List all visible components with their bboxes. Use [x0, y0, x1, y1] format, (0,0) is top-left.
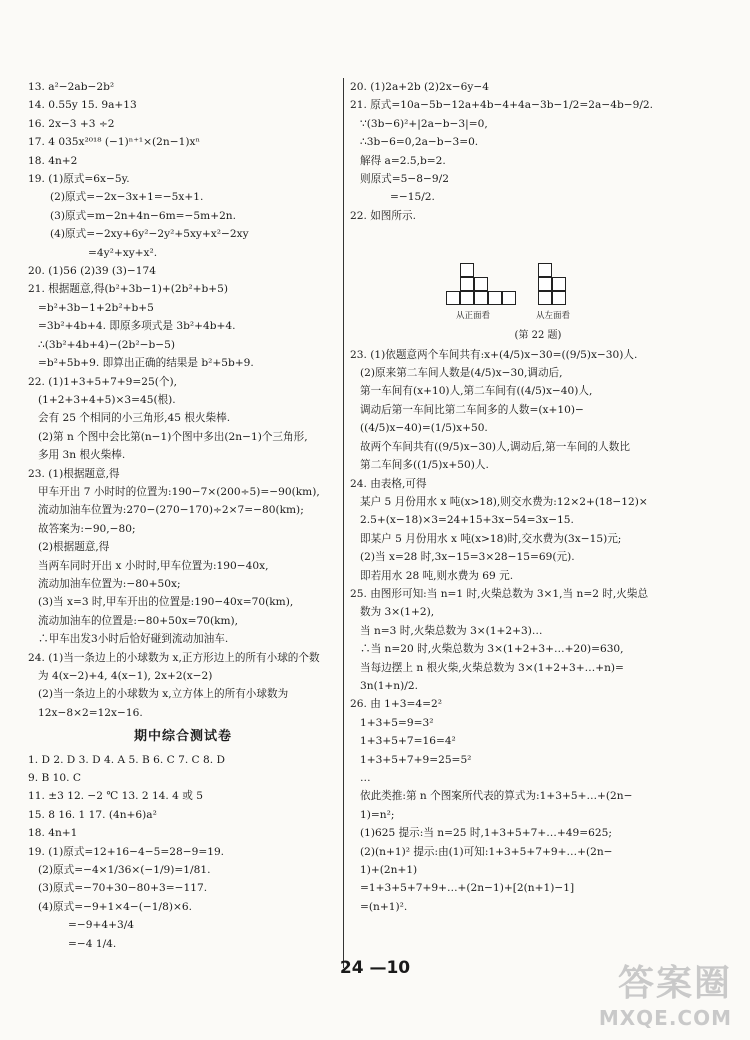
answer-line: =4y²+xy+x². — [88, 246, 158, 259]
answer-line: 当每边摆上 n 根火柴,火柴总数为 3×(1+2+3+…+n)= — [360, 661, 624, 674]
answer-line: ((4/5)x−40)=(1/5)x+50. — [360, 422, 488, 435]
answer-line: (3)原式=−70+30−80+3=−117. — [38, 882, 208, 895]
answer-line: 即若用水 28 吨,则水费为 69 元. — [360, 569, 514, 582]
watermark-url: MXQE.COM — [598, 1006, 732, 1030]
answer-line: 多用 3n 根火柴棒. — [38, 449, 126, 462]
answer-line: (2)当 x=28 时,3x−15=3×28−15=69(元). — [360, 551, 575, 564]
answer-line: =−9+4+3/4 — [68, 919, 135, 932]
answer-line: (2)原式=−4×1/36×(−1/9)=1/81. — [38, 864, 211, 877]
answer-line: 11. ±3 12. −2 ℃ 13. 2 14. 4 或 5 — [28, 790, 203, 803]
answer-line: (4)原式=−9+1×4−(−1/8)×6. — [38, 900, 192, 913]
answer-line: 1+3+5+7=16=4² — [360, 735, 456, 748]
answer-line: 1+3+5=9=3² — [360, 716, 434, 729]
watermark — [599, 955, 732, 1030]
answer-line: (2)原式=−2x−3x+1=−5x+1. — [50, 191, 204, 204]
front-view-label: 从正面看 — [456, 311, 491, 322]
answer-line: 14. 0.55y 15. 9a+13 — [28, 99, 137, 112]
answer-line: 21. 原式=10a−5b−12a+4b−4+4a−3b−1/2=2a−4b−9/2. — [350, 99, 654, 112]
answer-line: 解得 a=2.5,b=2. — [360, 154, 446, 167]
figure-22-views — [350, 229, 726, 325]
answer-line: 调动后第一车间比第二车间多的人数=(x+10)− — [360, 403, 584, 416]
cube-square — [474, 277, 488, 291]
answer-line: 依此类推:第 n 个图案所代表的算式为:1+3+5+…+(2n− — [360, 790, 633, 803]
front-view-figure — [446, 235, 516, 305]
cube-square — [538, 277, 552, 291]
cube-square — [474, 291, 488, 305]
answer-line: 流动加油车位置为:270−(270−170)÷2×7=−80(km); — [38, 504, 304, 517]
cube-square — [488, 291, 502, 305]
answer-line: 当 n=3 时,火柴总数为 3×(1+2+3)… — [360, 624, 543, 637]
page-number: 24 —10 — [339, 958, 411, 978]
right-column — [350, 78, 726, 916]
answer-line: ∵(3b−6)²+|2a−b−3|=0, — [360, 117, 488, 130]
cube-square — [552, 277, 566, 291]
answer-line: 当两车同时开出 x 小时时,甲车位置为:190−40x, — [38, 559, 269, 572]
answer-line: 流动加油车位置为:−80+50x; — [38, 577, 181, 590]
watermark-logo: 答案圈 — [617, 963, 732, 1004]
answer-line: 18. 4n+2 — [28, 154, 78, 167]
cube-square — [538, 291, 552, 305]
answer-line: 第二车间多((1/5)x+50)人. — [360, 459, 489, 472]
cube-square — [446, 291, 460, 305]
cube-square — [460, 263, 474, 277]
answer-line: 某户 5 月份用水 x 吨(x>18),则交水费为:12×2+(18−12)× — [360, 495, 648, 508]
answer-line: 20. (1)56 (2)39 (3)−174 — [28, 265, 157, 278]
answer-line: 1+3+5+7+9=25=5² — [360, 753, 472, 766]
cube-square — [538, 263, 552, 277]
section-title-midterm: 期中综合测试卷 — [133, 729, 232, 745]
column-divider — [343, 78, 344, 968]
answer-line: 故答案为:−90,−80; — [38, 522, 136, 535]
left-view-figure — [538, 235, 568, 305]
cube-square — [552, 291, 566, 305]
left-view-label: 从左面看 — [536, 311, 571, 322]
answer-line: 甲车开出 7 小时时的位置为:190−7×(200÷5)=−90(km), — [38, 485, 320, 498]
answer-line: (2)(n+1)² 提示:由(1)可知:1+3+5+7+9+…+(2n− — [360, 845, 613, 858]
answer-line: 9. B 10. C — [28, 772, 81, 785]
answer-line: 15. 8 16. 1 17. (4n+6)a² — [28, 808, 157, 821]
cube-square — [460, 291, 474, 305]
answer-line: =b²+3b−1+2b²+b+5 — [38, 301, 154, 314]
answer-line: 故两个车间共有((9/5)x−30)人,调动后,第一车间的人数比 — [360, 440, 630, 453]
answer-line: =(n+1)². — [360, 900, 408, 913]
answer-line: 24. 由表格,可得 — [350, 477, 427, 490]
answer-line: (4)原式=−2xy+6y²−2y²+5xy+x²−2xy — [50, 228, 249, 241]
answer-line: 24. (1)当一条边上的小球数为 x,正方形边上的所有小球的个数 — [28, 651, 320, 664]
answer-line: ∴(3b²+4b+4)−(2b²−b−5) — [38, 338, 175, 351]
answer-line: 17. 4 035x²⁰¹⁸ (−1)ⁿ⁺¹×(2n−1)xⁿ — [28, 136, 201, 149]
right-answers-part1 — [350, 78, 726, 225]
answer-line: =b²+5b+9. 即算出正确的结果是 b²+5b+9. — [38, 357, 254, 370]
answer-line: 23. (1)依题意两个车间共有:x+(4/5)x−30=((9/5)x−30)人. — [350, 348, 638, 361]
answer-line: 23. (1)根据题意,得 — [28, 467, 120, 480]
answer-line: 1. D 2. D 3. D 4. A 5. B 6. C 7. C 8. D — [28, 753, 225, 766]
left-answers-part2 — [28, 751, 338, 953]
answer-line: 1)+(2n+1) — [360, 864, 418, 877]
answer-line: (2)根据题意,得 — [38, 541, 110, 554]
answer-line: 为 4(x−2)+4, 4(x−1), 2x+2(x−2) — [38, 670, 213, 682]
answer-line: 19. (1)原式=6x−5y. — [28, 173, 130, 186]
answer-line: 20. (1)2a+2b (2)2x−6y−4 — [350, 81, 489, 93]
answer-line: 26. 由 1+3=4=2² — [350, 698, 443, 711]
answer-line: (1+2+3+4+5)×3=45(根). — [38, 393, 176, 406]
answer-line: =−15/2. — [390, 191, 435, 204]
answer-line: 即某户 5 月份用水 x 吨(x>18)时,交水费为(3x−15)元; — [360, 532, 622, 545]
left-answers-part1 — [28, 78, 338, 722]
answer-line: 21. 根据题意,得(b²+3b−1)+(2b²+b+5) — [28, 283, 229, 296]
answer-line: 则原式=5−8−9/2 — [360, 173, 449, 186]
answer-line: (2)原来第二车间人数是(4/5)x−30,调动后, — [360, 367, 563, 380]
answer-line: ∴当 n=20 时,火柴总数为 3×(1+2+3+…+20)=630, — [360, 643, 624, 656]
answer-line: (3)当 x=3 时,甲车开出的位置是:190−40x=70(km), — [38, 596, 294, 609]
answer-line: ∴3b−6=0,2a−b−3=0. — [360, 136, 479, 149]
answer-line: =1+3+5+7+9+…+(2n−1)+[2(n+1)−1] — [360, 882, 575, 895]
answer-line: 12x−8×2=12x−16. — [38, 706, 143, 719]
answer-line: ∴甲车出发3小时后恰好碰到流动加油车. — [38, 633, 229, 646]
answer-line: 22. (1)1+3+5+7+9=25(个), — [28, 375, 178, 388]
answer-line: 22. 如图所示. — [350, 209, 416, 222]
answer-line: 25. 由图形可知:当 n=1 时,火柴总数为 3×1,当 n=2 时,火柴总 — [350, 587, 649, 600]
answer-line: 13. a²−2ab−2b² — [28, 81, 115, 93]
answer-line: (2)第 n 个图中会比第(n−1)个图中多出(2n−1)个三角形, — [38, 430, 308, 443]
answer-line: (1)625 提示:当 n=25 时,1+3+5+7+…+49=625; — [360, 827, 612, 840]
cube-square — [502, 291, 516, 305]
answer-line: 会有 25 个相同的小三角形,45 根火柴棒. — [38, 412, 231, 425]
answer-line: … — [360, 772, 371, 784]
left-column — [28, 78, 338, 953]
answer-line: 流动加油车的位置是:−80+50x=70(km), — [38, 614, 239, 627]
answer-line: =−4 1/4. — [68, 937, 117, 950]
answer-line: 数为 3×(1+2), — [360, 606, 435, 619]
answer-line: 2.5+(x−18)×3=24+15+3x−54=3x−15. — [360, 514, 574, 527]
answer-line: 18. 4n+1 — [28, 827, 78, 840]
answer-line: 第一车间有(x+10)人,第二车间有((4/5)x−40)人, — [360, 385, 593, 398]
figure-caption: (第 22 题) — [514, 330, 562, 342]
answer-line: 16. 2x−3 +3 ÷2 — [28, 117, 115, 130]
answer-line: 3n(1+n)/2. — [360, 679, 418, 692]
answer-line: (2)当一条边上的小球数为 x,立方体上的所有小球数为 — [38, 688, 289, 701]
answer-line: =3b²+4b+4. 即原多项式是 3b²+4b+4. — [38, 320, 236, 333]
right-answers-part2 — [350, 346, 726, 917]
answer-line: 1)=n²; — [360, 808, 395, 821]
cube-square — [460, 277, 474, 291]
answer-line: 19. (1)原式=12+16−4−5=28−9=19. — [28, 845, 225, 858]
answer-line: (3)原式=m−2n+4n−6m=−5m+2n. — [50, 209, 237, 222]
